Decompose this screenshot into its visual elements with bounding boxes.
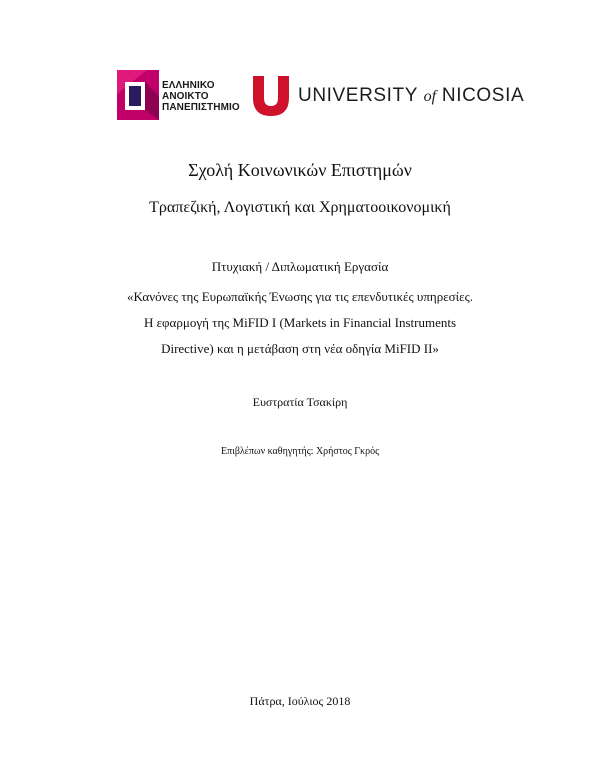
- department-name: Τραπεζική, Λογιστική και Χρηματοοικονομική: [149, 199, 451, 216]
- university-of-nicosia-shield-icon: [253, 76, 289, 116]
- university-of-nicosia-logo: [253, 76, 525, 116]
- supervisor: Επιβλέπων καθηγητής: Χρήστος Γκρός: [220, 446, 380, 457]
- school-name: Σχολή Κοινωνικών Επιστημών: [188, 160, 412, 180]
- unic-text-university: UNIVERSITY: [298, 85, 424, 106]
- university-of-nicosia-wordmark: [298, 86, 524, 107]
- hellenic-open-university-emblem-icon: [117, 70, 159, 120]
- thesis-title-line-1: «Κανόνες της Ευρωπαϊκής Ένωσης για τις επενδυτικές υπηρεσίες.: [126, 289, 474, 304]
- hellenic-open-university-logo: [117, 70, 247, 120]
- eap-line-2: ΑΝΟΙΚΤΟ: [162, 91, 209, 102]
- unic-text-of: of: [423, 88, 437, 105]
- thesis-title-line-3: Directive) και η μετάβαση στη νέα οδηγία MiFID II»: [161, 341, 439, 356]
- hellenic-open-university-wordmark: [162, 80, 240, 113]
- thesis-type: Πτυχιακή / Διπλωματική Εργασία: [211, 259, 389, 274]
- unic-text-nicosia: NICOSIA: [436, 85, 525, 106]
- place-and-date: Πάτρα, Ιούλιος 2018: [249, 694, 351, 708]
- author-name: Ευστρατία Τσακίρη: [252, 395, 348, 409]
- logo-bar: [0, 70, 600, 122]
- eap-line-3: ΠΑΝΕΠΙΣΤΗΜΙΟ: [162, 102, 240, 113]
- eap-line-1: ΕΛΛΗΝΙΚΟ: [162, 80, 215, 91]
- thesis-title-line-2: Η εφαρμογή της MiFID I (Markets in Financial Instruments: [143, 315, 457, 330]
